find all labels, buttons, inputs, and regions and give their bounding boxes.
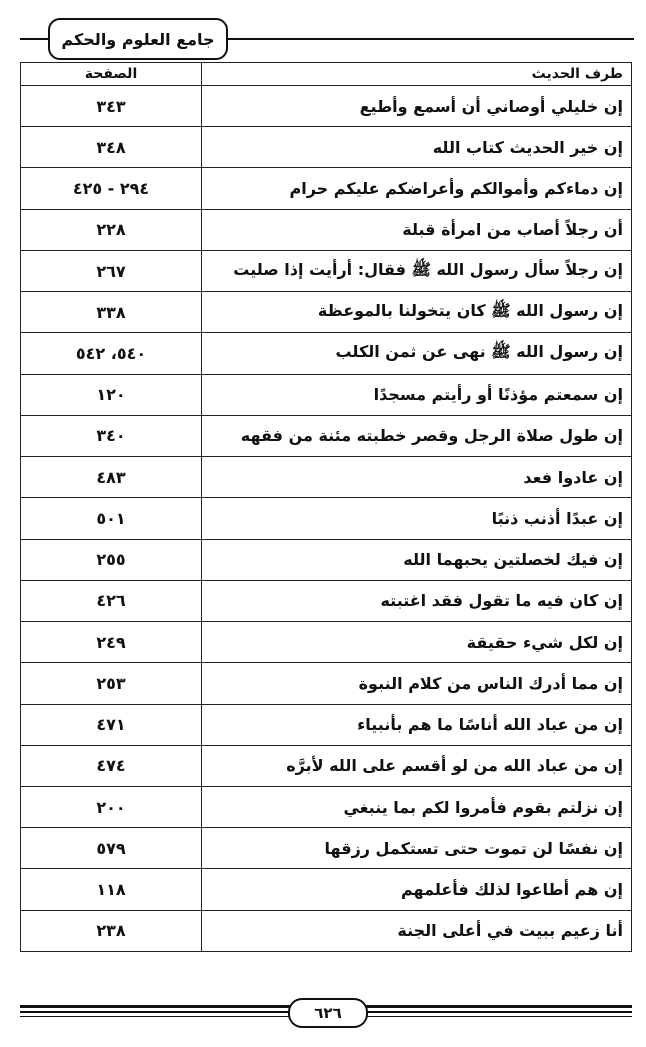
table-row bbox=[21, 663, 632, 704]
hadith-text: إن رسول الله ﷺ نهى عن ثمن الكلب bbox=[202, 333, 632, 374]
hadith-text: إن خير الحديث كتاب الله bbox=[202, 127, 632, 168]
hadith-text: إن خليلي أوصاني أن أسمع وأطيع bbox=[202, 86, 632, 127]
table-row bbox=[21, 457, 632, 498]
table-row bbox=[21, 704, 632, 745]
hadith-text: إن رسول الله ﷺ كان يتخولنا بالموعظة bbox=[202, 292, 632, 333]
table-row bbox=[21, 580, 632, 621]
table-row bbox=[21, 539, 632, 580]
hadith-text: إن لكل شيء حقيقة bbox=[202, 622, 632, 663]
hadith-text: إن من عباد الله من لو أقسم على الله لأبرَّه bbox=[202, 745, 632, 786]
page-ref: ٢٣٨ bbox=[21, 910, 202, 951]
page-number: ٦٢٦ bbox=[288, 998, 368, 1028]
table-row bbox=[21, 127, 632, 168]
page-ref: ٣٤٣ bbox=[21, 86, 202, 127]
column-header-page: الصفحة bbox=[21, 63, 202, 86]
page-ref: ٢٤٩ bbox=[21, 622, 202, 663]
table-row bbox=[21, 86, 632, 127]
hadith-text: إن رجلاً سأل رسول الله ﷺ فقال: أرأيت إذا صليت bbox=[202, 250, 632, 291]
running-header bbox=[20, 18, 634, 58]
table-row bbox=[21, 168, 632, 209]
table-row bbox=[21, 745, 632, 786]
page-ref: ٥٤٠، ٥٤٢ bbox=[21, 333, 202, 374]
table-row bbox=[21, 910, 632, 951]
page-ref: ٣٣٨ bbox=[21, 292, 202, 333]
page-ref: ١٢٠ bbox=[21, 374, 202, 415]
book-title: جامع العلوم والحكم bbox=[48, 18, 228, 60]
table-row bbox=[21, 498, 632, 539]
page-ref: ٢٢٨ bbox=[21, 209, 202, 250]
hadith-index-table bbox=[20, 62, 632, 952]
table-row bbox=[21, 869, 632, 910]
hadith-text: إن من عباد الله أناسًا ما هم بأنبياء bbox=[202, 704, 632, 745]
hadith-text: إن سمعتم مؤذنًا أو رأيتم مسجدًا bbox=[202, 374, 632, 415]
page-ref: ٥٠١ bbox=[21, 498, 202, 539]
table-row bbox=[21, 786, 632, 827]
table-row bbox=[21, 333, 632, 374]
page-ref: ٢٠٠ bbox=[21, 786, 202, 827]
table-row bbox=[21, 622, 632, 663]
page-ref: ١١٨ bbox=[21, 869, 202, 910]
hadith-text: إن عادوا فعد bbox=[202, 457, 632, 498]
page-ref: ٢٥٥ bbox=[21, 539, 202, 580]
table-row bbox=[21, 292, 632, 333]
page-ref: ٢٥٣ bbox=[21, 663, 202, 704]
hadith-text: إن دماءكم وأموالكم وأعراضكم عليكم حرام bbox=[202, 168, 632, 209]
page-ref: ٣٤٠ bbox=[21, 415, 202, 456]
page-ref: ٤٧٤ bbox=[21, 745, 202, 786]
page-footer bbox=[20, 995, 632, 1031]
table-row bbox=[21, 250, 632, 291]
hadith-text: أن رجلاً أصاب من امرأة قبلة bbox=[202, 209, 632, 250]
hadith-text: إن كان فيه ما تقول فقد اغتبته bbox=[202, 580, 632, 621]
hadith-text: إن هم أطاعوا لذلك فأعلمهم bbox=[202, 869, 632, 910]
hadith-text: إن مما أدرك الناس من كلام النبوة bbox=[202, 663, 632, 704]
table-row bbox=[21, 209, 632, 250]
page-ref: ٥٧٩ bbox=[21, 828, 202, 869]
hadith-text: إن عبدًا أذنب ذنبًا bbox=[202, 498, 632, 539]
page-ref: ٤٢٦ bbox=[21, 580, 202, 621]
hadith-text: إن طول صلاة الرجل وقصر خطبته مئنة من فقهه bbox=[202, 415, 632, 456]
page-ref: ٤٧١ bbox=[21, 704, 202, 745]
page-ref: ٣٤٨ bbox=[21, 127, 202, 168]
hadith-text: إن نفسًا لن تموت حتى تستكمل رزقها bbox=[202, 828, 632, 869]
table-row bbox=[21, 374, 632, 415]
table-row bbox=[21, 415, 632, 456]
page-ref: ٢٩٤ - ٤٢٥ bbox=[21, 168, 202, 209]
hadith-text: إن نزلتم بقوم فأمروا لكم بما ينبغي bbox=[202, 786, 632, 827]
hadith-text: إن فيك لخصلتين يحبهما الله bbox=[202, 539, 632, 580]
column-header-hadith: طرف الحديث bbox=[202, 63, 632, 86]
page-ref: ٢٦٧ bbox=[21, 250, 202, 291]
table-header-row bbox=[21, 63, 632, 86]
hadith-text: أنا زعيم ببيت في أعلى الجنة bbox=[202, 910, 632, 951]
page-ref: ٤٨٣ bbox=[21, 457, 202, 498]
table-row bbox=[21, 828, 632, 869]
